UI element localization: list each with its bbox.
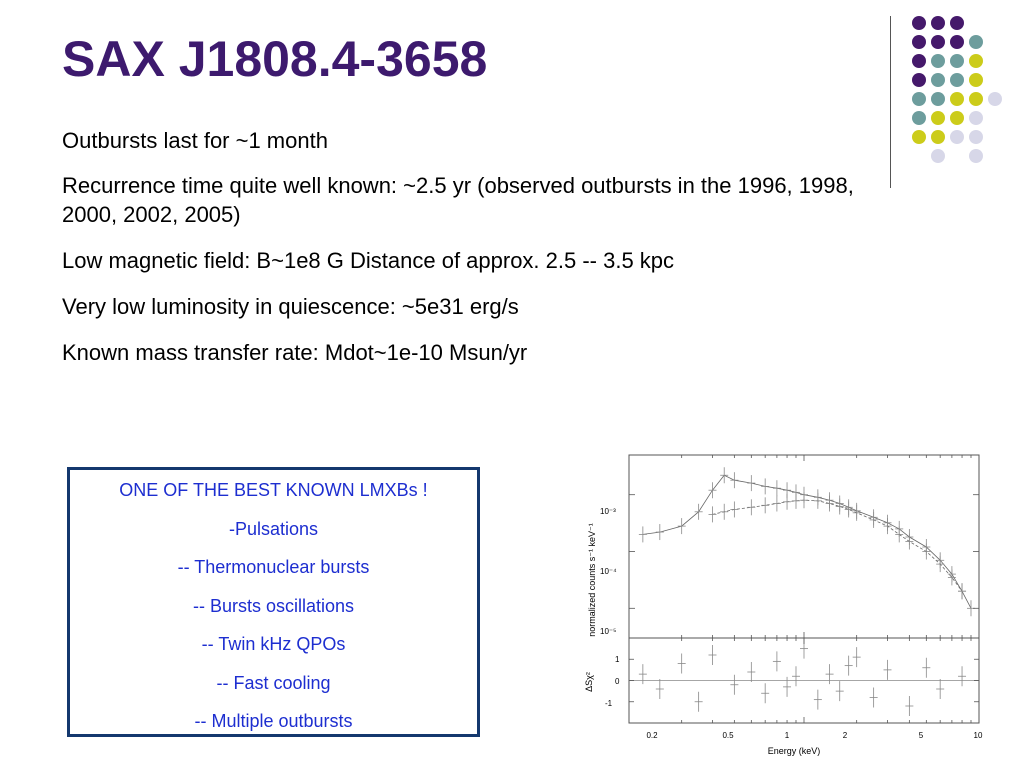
decorative-dot [950,16,964,30]
residual-point [826,664,834,684]
data-point [747,475,755,491]
model-curve [643,475,971,608]
res-tick-label-0: 0 [615,677,620,686]
data-point [730,472,738,488]
box-item-multiple-outbursts: -- Multiple outbursts [194,711,353,731]
data-point [747,499,755,515]
residual-point [958,666,966,686]
decorative-dot [969,130,983,144]
xtick-label-2: 2 [842,731,848,740]
decorative-dot [950,111,964,125]
decorative-dot [912,73,926,87]
decorative-dot [912,111,926,125]
decorative-dot [931,92,945,106]
decorative-dot [969,73,983,87]
data-point [783,494,791,510]
decorative-dot [931,73,945,87]
data-point [853,505,861,521]
bullet-mass-transfer: Known mass transfer rate: Mdot~1e-10 Msun/yr [62,340,528,365]
spectrum-plot [570,450,990,762]
data-point [845,501,853,517]
decorative-dot [950,130,964,144]
decorative-dot [912,16,926,30]
decorative-dot [912,54,926,68]
data-point [708,482,716,498]
box-item-fast-cooling: -- Fast cooling [216,673,331,693]
residual-point [814,690,822,710]
xtick-label-10: 10 [973,731,983,740]
data-point [936,556,944,572]
bullet-outbursts: Outbursts last for ~1 month [62,128,328,153]
data-point [922,544,930,560]
decorative-dot [950,73,964,87]
decorative-dot [931,54,945,68]
data-point [656,524,664,540]
lmxb-features-box [67,467,480,737]
residual-point [870,688,878,708]
data-point [761,497,769,513]
residual-point [639,664,647,684]
data-point [870,512,878,528]
residual-point [922,658,930,678]
residual-point [845,656,853,676]
data-point [792,493,800,509]
residual-point [747,662,755,682]
decorative-dot [950,35,964,49]
xtick-label-1: 1 [784,731,790,740]
decorative-dot [950,54,964,68]
decorative-dot [988,92,1002,106]
residual-point [853,647,861,667]
xtick-label-0.2: 0.2 [646,731,658,740]
bullet-list [62,126,862,384]
data-point [773,495,781,511]
data-point [639,526,647,542]
bullet-magnetic-field: Low magnetic field: B~1e8 G Distance of approx. 2.5 -- 3.5 kpc [62,248,675,273]
data-point [773,480,781,496]
residual-point [761,683,769,703]
data-point [814,493,822,509]
decorative-dot [931,149,945,163]
slide-title: SAX J1808.4-3658 [62,31,488,87]
ytick-label-1e-5: 10⁻⁵ [600,627,617,636]
decorative-dot [950,92,964,106]
decorative-dot [969,111,983,125]
residual-points [629,639,979,716]
decorative-vertical-line [890,16,891,188]
residual-point [708,645,716,665]
data-point [678,518,686,534]
decorative-dot [931,16,945,30]
res-tick-label-neg1: -1 [605,699,613,708]
box-item-thermonuclear-bursts: -- Thermonuclear bursts [177,557,370,577]
residual-point [836,681,844,701]
box-item-burst-oscillations: -- Bursts oscillations [192,596,355,616]
residual-point [656,679,664,699]
top-y-axis-label: normalized counts s⁻¹ keV⁻¹ [587,523,597,637]
residual-point [792,666,800,686]
residual-point [783,677,791,697]
residual-point [883,660,891,680]
residual-point [730,675,738,695]
ytick-label-1e-3: 10⁻³ [600,507,616,516]
box-item-pulsations: -Pulsations [228,519,319,539]
decorative-dot [931,130,945,144]
decorative-dot [969,54,983,68]
decorative-dot [912,130,926,144]
xtick-label-5: 5 [918,731,924,740]
res-tick-label-1: 1 [615,655,620,664]
data-point [883,518,891,534]
decorative-dot [912,35,926,49]
data-point [695,504,703,520]
residual-point [773,651,781,671]
decorative-dot [912,92,926,106]
decorative-dot [969,92,983,106]
box-item-twin-khz-qpos: -- Twin kHz QPOs [201,634,346,654]
box-heading: ONE OF THE BEST KNOWN LMXBs ! [119,480,428,500]
xtick-label-0.5: 0.5 [722,731,734,740]
data-point [905,533,913,549]
data-point [761,478,769,494]
model-curves [643,475,971,608]
data-point [720,504,728,520]
data-point [708,506,716,522]
decorative-dot [969,35,983,49]
x-axis-label: Energy (keV) [767,746,821,756]
decorative-dot [969,149,983,163]
bullet-recurrence: Recurrence time quite well known: ~2.5 yr (observed outbursts in the 1996, 1998, 2000, 2002, 2005) [62,173,854,227]
data-point [948,569,956,585]
residual-point [936,679,944,699]
residual-point [695,692,703,712]
decorative-dot [931,111,945,125]
data-point [826,495,834,511]
bullet-luminosity: Very low luminosity in quiescence: ~5e31 erg/s [62,294,519,319]
residual-point [678,654,686,674]
ytick-label-1e-4: 10⁻⁴ [600,567,617,576]
data-point [836,498,844,514]
data-points [639,467,975,616]
residual-point [905,696,913,716]
bottom-y-axis-label: ΔSχ² [584,672,594,692]
data-point [730,501,738,517]
decorative-dot [931,35,945,49]
data-point [720,467,728,483]
